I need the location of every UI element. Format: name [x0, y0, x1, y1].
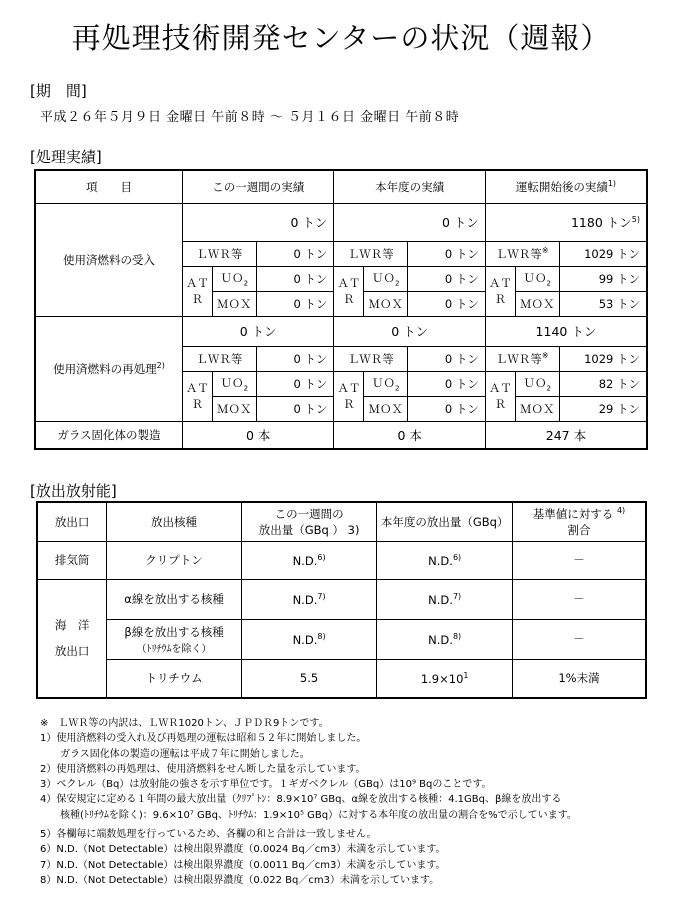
atr-label: ＡＴＲ — [182, 266, 212, 316]
header-week-release: この一週間の 放出量（GBq ） 3) — [241, 502, 377, 541]
glass-total: 247 本 — [485, 421, 647, 449]
receipt-total-main: 1180 トン$^{5)}$ — [485, 203, 647, 241]
beta-year: N.D.$^{8)}$ — [377, 619, 513, 659]
receipt-total-uo2: 99 トン — [559, 266, 647, 291]
glass-week: 0 本 — [182, 421, 333, 449]
footnote: 5）各欄毎に端数処理を行っているため、各欄の和と合計は一致しません。 — [40, 829, 377, 841]
receipt-week-mox: 0 トン — [256, 291, 334, 316]
atr-label: ＡＴＲ — [334, 371, 364, 421]
reprocess-year-main: 0 トン — [334, 316, 485, 346]
footnote: 8）N.D.（Not Detectable）は検出限界濃度（0.022 Bq／cm3）未満を示しています。 — [40, 874, 440, 886]
reprocess-total-uo2: 82 トン — [559, 371, 647, 396]
reprocess-year-mox: 0 トン — [408, 396, 486, 421]
header-year: 本年度の実績 — [334, 170, 485, 203]
receipt-year-uo2: 0 トン — [408, 266, 486, 291]
mox-label: ＭＯＸ — [364, 396, 408, 421]
tritium-year: $1.9\times 10^1$ — [377, 659, 513, 698]
header-total: 運転開始後の実績$^{1)}$ — [485, 170, 647, 203]
receipt-total-mox: 53 トン — [559, 291, 647, 316]
header-year-release: 本年度の放出量（GBq） — [377, 502, 513, 541]
lwr-label: ＬＷＲ等※ — [485, 241, 559, 266]
mox-label: ＭＯＸ — [515, 291, 559, 316]
reprocess-label: 使用済燃料の再処理$^{2)}$ — [35, 316, 182, 421]
header-item: 項 目 — [35, 170, 182, 203]
glass-label: ガラス固化体の製造 — [35, 421, 182, 449]
reprocess-total-main: 1140 トン — [485, 316, 647, 346]
ocean-outlet: 海 洋 放出口 — [37, 579, 107, 698]
footnote: ※ ＬＷＲ等の内訳は、ＬＷＲ1020トン、ＪＰＤＲ9トンです。 — [40, 718, 329, 729]
lwr-label: ＬＷＲ等 — [334, 346, 408, 371]
header-ratio: 基準値に対する $^{4)}$ 割合 — [512, 502, 646, 541]
tritium-nuclide: トリチウム — [107, 659, 242, 698]
mox-label: ＭＯＸ — [364, 291, 408, 316]
receipt-year-lwr: 0 トン — [408, 241, 486, 266]
uo2-label: ＵＯ$_2$ — [364, 266, 408, 291]
atr-label: ＡＴＲ — [182, 371, 212, 421]
footnote: 7）N.D.（Not Detectable）は検出限界濃度（0.0011 Bq／cm3）未満を示しています。 — [40, 859, 446, 871]
header-outlet: 放出口 — [37, 502, 107, 541]
atr-label: ＡＴＲ — [485, 266, 515, 316]
release-heading: [放出放射能] — [30, 482, 117, 500]
footnote: 6）N.D.（Not Detectable）は検出限界濃度（0.0024 Bq／cm3）未満を示しています。 — [40, 844, 446, 856]
atr-label: ＡＴＲ — [485, 371, 515, 421]
reprocess-total-mox: 29 トン — [559, 396, 647, 421]
receipt-year-main: 0 トン — [334, 203, 485, 241]
receipt-week-lwr: 0 トン — [256, 241, 334, 266]
reprocess-year-uo2: 0 トン — [408, 371, 486, 396]
tritium-ratio: 1%未満 — [512, 659, 646, 698]
reprocess-week-lwr: 0 トン — [256, 346, 334, 371]
reprocess-week-mox: 0 トン — [256, 396, 334, 421]
beta-week: N.D.$^{8)}$ — [241, 619, 377, 659]
reprocess-week-uo2: 0 トン — [256, 371, 334, 396]
footnote: ガラス固化体の製造の運転は平成７年に開始しました。 — [40, 748, 310, 760]
release-table — [36, 501, 647, 699]
page-title: 再処理技術開発センターの状況（週報） — [71, 21, 611, 55]
mox-label: ＭＯＸ — [212, 291, 256, 316]
lwr-label: ＬＷＲ等 — [334, 241, 408, 266]
uo2-label: ＵＯ$_2$ — [515, 266, 559, 291]
stack-ratio: － — [512, 541, 646, 579]
alpha-nuclide: α線を放出する核種 — [107, 579, 242, 619]
period-text: 平成２６年５月９日 金曜日 午前８時 ～ ５月１６日 金曜日 午前８時 — [40, 110, 460, 125]
alpha-ratio: － — [512, 579, 646, 619]
period-heading: [期 間] — [30, 82, 87, 100]
reprocess-year-lwr: 0 トン — [408, 346, 486, 371]
uo2-label: ＵＯ$_2$ — [212, 266, 256, 291]
header-nuclide: 放出核種 — [107, 502, 242, 541]
glass-year: 0 本 — [334, 421, 485, 449]
footnote: 2）使用済燃料の再処理は、使用済燃料をせん断した量を示しています。 — [40, 763, 366, 775]
reprocess-week-main: 0 トン — [182, 316, 333, 346]
receipt-total-lwr: 1029 トン — [559, 241, 647, 266]
receipt-label: 使用済燃料の受入 — [35, 203, 182, 316]
uo2-label: ＵＯ$_2$ — [212, 371, 256, 396]
stack-week: N.D.$^{6)}$ — [241, 541, 377, 579]
processing-heading: [処理実績] — [30, 148, 102, 166]
header-week: この一週間の実績 — [182, 170, 333, 203]
stack-nuclide: クリプトン — [107, 541, 242, 579]
footnotes — [40, 716, 577, 888]
receipt-week-uo2: 0 トン — [256, 266, 334, 291]
lwr-label: ＬＷＲ等 — [182, 346, 256, 371]
receipt-year-mox: 0 トン — [408, 291, 486, 316]
beta-nuclide: β線を放出する核種 （ﾄﾘﾁｳﾑを除く） — [107, 619, 242, 659]
uo2-label: ＵＯ$_2$ — [364, 371, 408, 396]
lwr-label: ＬＷＲ等※ — [485, 346, 559, 371]
alpha-week: N.D.$^{7)}$ — [241, 579, 377, 619]
uo2-label: ＵＯ$_2$ — [515, 371, 559, 396]
lwr-label: ＬＷＲ等 — [182, 241, 256, 266]
beta-ratio: － — [512, 619, 646, 659]
mox-label: ＭＯＸ — [515, 396, 559, 421]
atr-label: ＡＴＲ — [334, 266, 364, 316]
footnote: 核種(ﾄﾘﾁｳﾑを除く)：9.6×10⁷ GBq、ﾄﾘﾁｳﾑ：1.9×10⁵ GBq）に対する本年度の放出量の割合を%で示しています。 — [40, 809, 577, 821]
footnote: 3）ベクレル（Bq）は放射能の強さを示す単位です。１ギガベクレル（GBq）は10⁹ Bqのことです。 — [40, 779, 492, 791]
alpha-year: N.D.$^{7)}$ — [377, 579, 513, 619]
footnote: 1）使用済燃料の受入れ及び再処理の運転は昭和５２年に開始しました。 — [40, 733, 367, 745]
stack-year: N.D.$^{6)}$ — [377, 541, 513, 579]
footnote: 4）保安規定に定める１年間の最大放出量（ｸﾘﾌﾟﾄﾝ：8.9×10⁷ GBq、α線を放出する核種：4.1GBq、β線を放出する — [40, 794, 562, 806]
reprocess-total-lwr: 1029 トン — [559, 346, 647, 371]
mox-label: ＭＯＸ — [212, 396, 256, 421]
tritium-week: 5.5 — [241, 659, 377, 698]
processing-table — [34, 169, 648, 450]
stack-outlet: 排気筒 — [37, 541, 107, 579]
receipt-week-main: 0 トン — [182, 203, 333, 241]
